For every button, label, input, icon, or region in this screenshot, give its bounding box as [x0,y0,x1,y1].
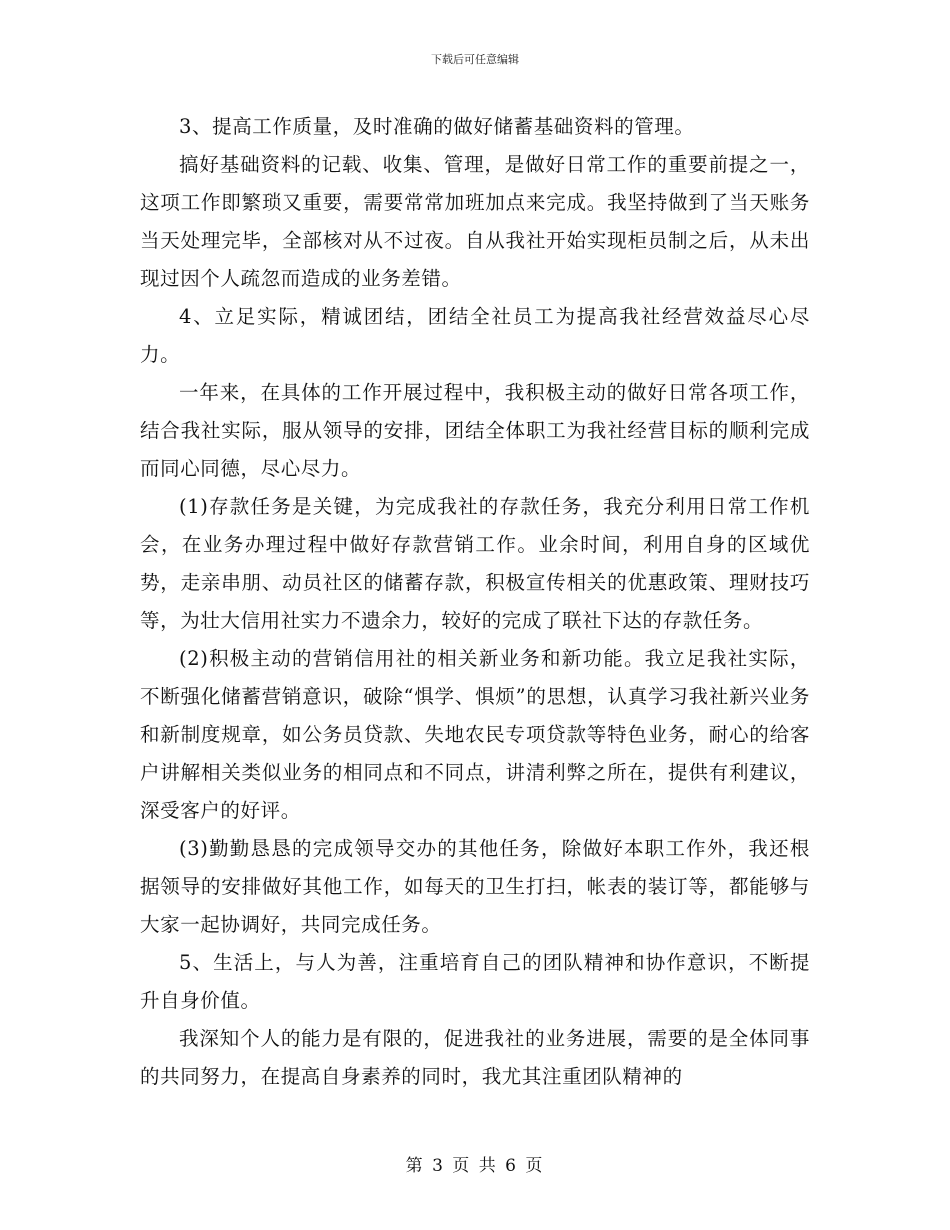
paragraph-basic-materials: 搞好基础资料的记载、收集、管理，是做好日常工作的重要前提之一，这项工作即繁琐又重要，需要常常加班加点来完成。我坚持做到了当天账务当天处理完毕，全部核对从不过夜。自从我社开始实现柜员制之后，从未出现过因个人疏忽而造成的业务差错。 [140,153,810,290]
paragraph-teamwork: 我深知个人的能力是有限的，促进我社的业务进展，需要的是全体同事的共同努力，在提高自身素养的同时，我尤其注重团队精神的 [140,1027,810,1088]
paragraph-deposit-task: (1)存款任务是关键，为完成我社的存款任务，我充分利用日常工作机会，在业务办理过程中做好存款营销工作。业余时间，利用自身的区域优势，走亲串朋、动员社区的储蓄存款，积极宣传相关的优惠政策、理财技巧等，为壮大信用社实力不遗余力，较好的完成了联社下达的存款任务。 [140,495,810,632]
paragraph-other-tasks: (3)勤勤恳恳的完成领导交办的其他任务，除做好本职工作外，我还根据领导的安排做好其他工作，如每天的卫生打扫，帐表的装订等，都能够与大家一起协调好，共同完成任务。 [140,837,810,936]
document-body [140,108,810,1096]
paragraph-item-3-title: 3、提高工作质量，及时准确的做好储蓄基础资料的管理。 [179,115,695,138]
paragraph-item-4-title: 4、立足实际，精诚团结，团结全社员工为提高我社经营效益尽心尽力。 [140,305,810,366]
paragraph-new-business: (2)积极主动的营销信用社的相关新业务和新功能。我立足我社实际，不断强化储蓄营销意识，破除“惧学、惧烦”的思想，认真学习我社新兴业务和新制度规章，如公务员贷款、失地农民专项贷款等特色业务，耐心的给客户讲解相关类似业务的相同点和不同点，讲清利弊之所在，提供有利建议，深受客户的好评。 [140,647,810,822]
page-number-footer: 第 3 页 共 6 页 [405,1156,545,1176]
paragraph-item-5-title: 5、生活上，与人为善，注重培育自己的团队精神和协作意识，不断提升自身价值。 [140,951,810,1012]
paragraph-year-summary: 一年来，在具体的工作开展过程中，我积极主动的做好日常各项工作，结合我社实际，服从领导的安排，团结全体职工为我社经营目标的顺利完成而同心同德，尽心尽力。 [140,381,810,480]
page-header: 下载后可任意编辑 [431,53,519,66]
